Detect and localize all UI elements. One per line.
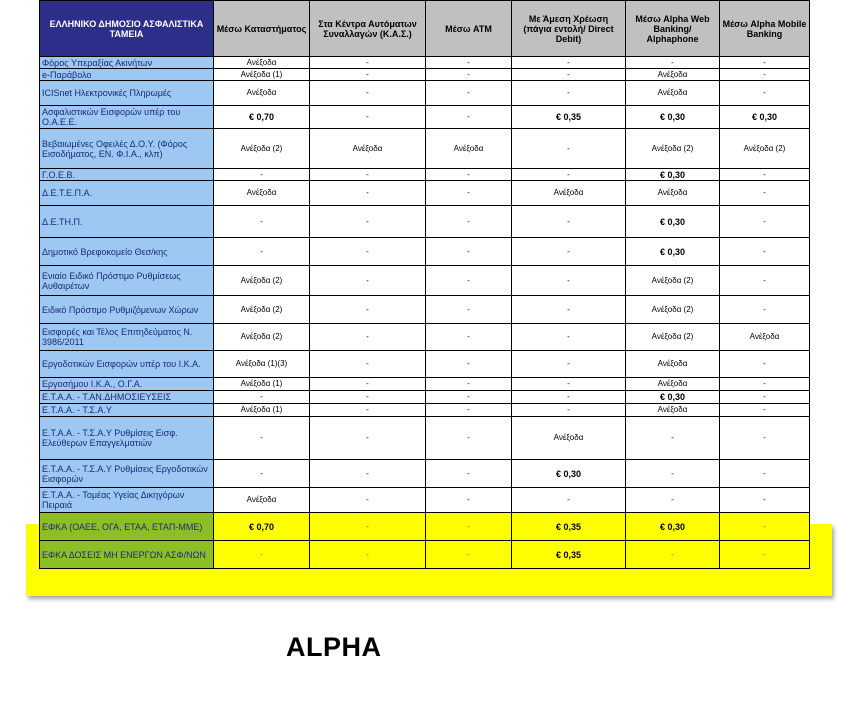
header-cell: Μέσω Καταστήματος — [214, 1, 310, 57]
fee-cell: Ανέξοδα — [626, 181, 720, 206]
fee-cell: Ανέξοδα (2) — [626, 266, 720, 296]
fee-cell: € 0,30 — [626, 206, 720, 238]
row-label: Ε.Τ.Α.Α. - Τ.Σ.Α.Υ Ρυθμίσεις Εισφ. Ελεύθερων Επαγγελματιών — [40, 417, 214, 460]
fee-cell: - — [720, 351, 810, 378]
fee-cell: - — [310, 378, 426, 391]
row-label: Βεβαιωμένες Οφειλές Δ.Ο.Υ. (Φόρος Εισοδήματος, ΕΝ. Φ.Ι.Α., κλπ) — [40, 129, 214, 169]
row-label: Εισφορές και Τέλος Επιτηδεύματος Ν. 3986/2011 — [40, 324, 214, 351]
fee-cell: - — [720, 181, 810, 206]
fee-cell: Ανέξοδα (2) — [626, 324, 720, 351]
row-label: ΕΦΚΑ ΔΟΣΕΙΣ ΜΗ ΕΝΕΡΓΩΝ ΑΣΦ/ΝΩΝ — [40, 541, 214, 569]
table-row — [40, 351, 810, 378]
fee-cell: - — [512, 57, 626, 69]
fee-cell: - — [512, 391, 626, 404]
table-row — [40, 513, 810, 541]
fee-cell: € 0,30 — [626, 106, 720, 129]
table-row — [40, 404, 810, 417]
fee-cell: - — [310, 106, 426, 129]
fee-cell: Ανέξοδα — [214, 57, 310, 69]
fee-cell: € 0,70 — [214, 513, 310, 541]
row-label: Εργοσήμου Ι.Κ.Α., Ο.Γ.Α. — [40, 378, 214, 391]
fee-cell: - — [310, 296, 426, 324]
fee-cell: Ανέξοδα — [626, 351, 720, 378]
fee-cell: - — [512, 169, 626, 181]
fee-cell: - — [720, 404, 810, 417]
fee-cell: € 0,35 — [512, 106, 626, 129]
header-cell: ΕΛΛΗΝΙΚΟ ΔΗΜΟΣΙΟ ΑΣΦΑΛΙΣΤΙΚΑ ΤΑΜΕΙΑ — [40, 1, 214, 57]
fee-cell: Ανέξοδα — [720, 324, 810, 351]
fee-cell: - — [426, 378, 512, 391]
fee-cell: - — [720, 378, 810, 391]
fee-cell: € 0,30 — [626, 513, 720, 541]
fee-cell: - — [626, 417, 720, 460]
fee-cell: - — [426, 513, 512, 541]
row-label: ICISnet Ηλεκτρονικές Πληρωμές — [40, 81, 214, 106]
fee-cell: Ανέξοδα (2) — [214, 296, 310, 324]
table-row — [40, 206, 810, 238]
fee-cell: - — [720, 541, 810, 569]
fee-cell: € 0,35 — [512, 513, 626, 541]
header-cell: Μέσω Alpha Mobile Banking — [720, 1, 810, 57]
fee-cell: - — [214, 541, 310, 569]
fee-cell: € 0,30 — [626, 238, 720, 266]
fee-cell: - — [426, 181, 512, 206]
row-label: Ε.Τ.Α.Α. - Τ.ΑΝ.ΔΗΜΟΣΙΕΥΣΕΙΣ — [40, 391, 214, 404]
table-row — [40, 129, 810, 169]
fee-cell: - — [512, 129, 626, 169]
fee-cell: Ανέξοδα — [426, 129, 512, 169]
fee-cell: - — [626, 488, 720, 513]
fee-cell: - — [426, 391, 512, 404]
row-label: Ασφαλιστικών Εισφορών υπέρ του Ο.Α.Ε.Ε. — [40, 106, 214, 129]
table-row — [40, 181, 810, 206]
fee-cell: € 0,30 — [626, 169, 720, 181]
fee-cell: Ανέξοδα (2) — [720, 129, 810, 169]
table-row — [40, 391, 810, 404]
fee-cell: - — [426, 57, 512, 69]
fee-cell: - — [512, 69, 626, 81]
fee-cell: - — [310, 206, 426, 238]
row-label: e-Παράβολο — [40, 69, 214, 81]
fee-cell: - — [512, 238, 626, 266]
fee-cell: Ανέξοδα — [626, 378, 720, 391]
table-row — [40, 541, 810, 569]
fee-cell: - — [214, 417, 310, 460]
row-label: Ε.Τ.Α.Α. - Τομέας Υγείας Δικηγόρων Πειραιά — [40, 488, 214, 513]
fee-cell: Ανέξοδα — [512, 181, 626, 206]
fee-cell: - — [310, 351, 426, 378]
fee-cell: - — [720, 513, 810, 541]
fee-cell: - — [626, 460, 720, 488]
fee-cell: - — [720, 81, 810, 106]
fee-cell: - — [214, 169, 310, 181]
fee-cell: - — [426, 541, 512, 569]
fee-cell: - — [310, 513, 426, 541]
header-cell: Στα Κέντρα Αυτόματων Συναλλαγών (Κ.Α.Σ.) — [310, 1, 426, 57]
fee-cell: - — [720, 206, 810, 238]
fee-cell: - — [426, 69, 512, 81]
fee-cell: - — [310, 417, 426, 460]
fee-cell: - — [720, 69, 810, 81]
fee-cell: - — [310, 488, 426, 513]
fee-cell: - — [426, 296, 512, 324]
fee-cell: - — [512, 351, 626, 378]
fee-cell: Ανέξοδα — [626, 81, 720, 106]
table-row — [40, 57, 810, 69]
fee-cell: - — [214, 206, 310, 238]
fee-cell: - — [426, 238, 512, 266]
row-label: ΕΦΚΑ (ΟΑΕΕ, ΟΓΑ, ΕΤΑΑ, ΕΤΑΠ-ΜΜΕ) — [40, 513, 214, 541]
table-row — [40, 417, 810, 460]
table-row — [40, 69, 810, 81]
fee-cell: - — [720, 238, 810, 266]
fee-cell: - — [720, 391, 810, 404]
fee-cell: Ανέξοδα (1)(3) — [214, 351, 310, 378]
fee-cell: - — [426, 460, 512, 488]
fee-cell: - — [426, 404, 512, 417]
fee-cell: - — [426, 169, 512, 181]
header-cell: Μέσω ATM — [426, 1, 512, 57]
fee-cell: - — [512, 81, 626, 106]
fee-cell: € 0,30 — [720, 106, 810, 129]
fee-cell: Ανέξοδα (1) — [214, 378, 310, 391]
fee-cell: € 0,30 — [626, 391, 720, 404]
fee-cell: Ανέξοδα — [214, 488, 310, 513]
fee-cell: - — [310, 81, 426, 106]
fee-cell: - — [512, 488, 626, 513]
fee-cell: - — [426, 81, 512, 106]
fee-cell: Ανέξοδα — [214, 81, 310, 106]
row-label: Ε.Τ.Α.Α. - Τ.Σ.Α.Υ Ρυθμίσεις Εργοδοτικών Εισφορών — [40, 460, 214, 488]
caption-alpha: ALPHA — [286, 632, 382, 662]
header-cell: Μέσω Alpha Web Banking/ Alphaphone — [626, 1, 720, 57]
fee-cell: Ανέξοδα (2) — [626, 296, 720, 324]
table-row — [40, 324, 810, 351]
fee-cell: Ανέξοδα — [626, 69, 720, 81]
fee-cell: Ανέξοδα (2) — [626, 129, 720, 169]
row-label: Δημοτικό Βρεφοκομείο Θεσ/κης — [40, 238, 214, 266]
fee-cell: - — [426, 106, 512, 129]
table-row — [40, 106, 810, 129]
fee-cell: - — [720, 266, 810, 296]
fee-cell: - — [426, 206, 512, 238]
fee-cell: - — [626, 57, 720, 69]
fee-cell: - — [512, 324, 626, 351]
fee-cell: - — [426, 351, 512, 378]
fee-cell: - — [512, 378, 626, 391]
fee-cell: - — [512, 266, 626, 296]
fee-cell: - — [426, 324, 512, 351]
row-label: Δ.Ε.ΤΗ.Π. — [40, 206, 214, 238]
fee-cell: - — [310, 541, 426, 569]
fee-cell: - — [512, 206, 626, 238]
fee-cell: - — [426, 417, 512, 460]
fee-cell: - — [512, 296, 626, 324]
row-label: Φόρος Υπεραξίας Ακινήτων — [40, 57, 214, 69]
header-cell: Με Άμεση Χρέωση (πάγια εντολή/ Direct Debit) — [512, 1, 626, 57]
fee-cell: € 0,70 — [214, 106, 310, 129]
fee-cell: - — [720, 57, 810, 69]
fee-cell: € 0,30 — [512, 460, 626, 488]
table-row — [40, 296, 810, 324]
fee-cell: - — [310, 169, 426, 181]
header-row — [40, 1, 810, 57]
table-row — [40, 238, 810, 266]
row-label: Ειδικό Πρόστιμο Ρυθμιζόμενων Χώρων — [40, 296, 214, 324]
fee-cell: - — [720, 417, 810, 460]
row-label: Εργοδοτικών Εισφορών υπέρ του Ι.Κ.Α. — [40, 351, 214, 378]
fee-cell: - — [720, 296, 810, 324]
fee-cell: Ανέξοδα — [214, 181, 310, 206]
fee-cell: - — [310, 69, 426, 81]
fees-table — [39, 0, 810, 569]
row-label: Ε.Τ.Α.Α. - Τ.Σ.Α.Υ — [40, 404, 214, 417]
fee-cell: - — [626, 541, 720, 569]
fee-cell: - — [426, 488, 512, 513]
table-row — [40, 460, 810, 488]
fee-cell: Ανέξοδα (2) — [214, 266, 310, 296]
fee-cell: - — [214, 238, 310, 266]
fee-cell: - — [720, 169, 810, 181]
table-row — [40, 488, 810, 513]
fee-cell: - — [310, 238, 426, 266]
fee-cell: - — [720, 488, 810, 513]
row-label: Δ.Ε.Τ.Ε.Π.Α. — [40, 181, 214, 206]
fee-cell: - — [214, 460, 310, 488]
fee-cell: - — [720, 460, 810, 488]
fee-cell: - — [310, 57, 426, 69]
fee-cell: Ανέξοδα — [310, 129, 426, 169]
fee-cell: - — [512, 404, 626, 417]
fee-cell: Ανέξοδα (2) — [214, 324, 310, 351]
table-row — [40, 169, 810, 181]
table-row — [40, 81, 810, 106]
fee-cell: Ανέξοδα (1) — [214, 69, 310, 81]
fee-cell: Ανέξοδα (1) — [214, 404, 310, 417]
fee-cell: - — [310, 460, 426, 488]
table-row — [40, 266, 810, 296]
table-row — [40, 378, 810, 391]
fee-cell: - — [310, 266, 426, 296]
fee-cell: Ανέξοδα — [626, 404, 720, 417]
fee-cell: Ανέξοδα (2) — [214, 129, 310, 169]
fee-cell: - — [214, 391, 310, 404]
fee-cell: - — [310, 324, 426, 351]
row-label: Γ.Ο.Ε.Β. — [40, 169, 214, 181]
fee-cell: - — [310, 181, 426, 206]
fee-cell: Ανέξοδα — [512, 417, 626, 460]
row-label: Ενιαίο Ειδικό Πρόστιμο Ρυθμίσεως Αυθαιρέτων — [40, 266, 214, 296]
fee-cell: - — [310, 404, 426, 417]
fee-cell: - — [310, 391, 426, 404]
fee-cell: € 0,35 — [512, 541, 626, 569]
table-body — [40, 57, 810, 569]
fee-cell: - — [426, 266, 512, 296]
